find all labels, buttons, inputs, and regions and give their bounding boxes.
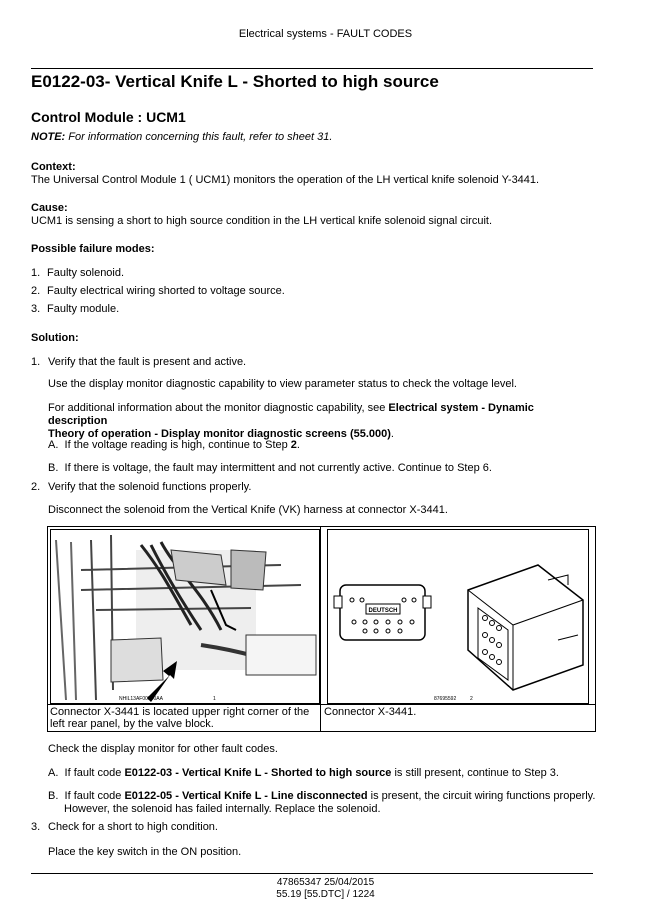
figure-1-code: NHIL13AF00380AA <box>119 696 163 702</box>
figure-table <box>47 526 596 732</box>
connector-illustration <box>328 530 588 703</box>
option-a: A. If fault code E0122-03 - Vertical Knife L - Shorted to high source is still present, continue to Step 3. <box>48 767 559 779</box>
figure-2 <box>327 529 589 704</box>
step-2-para-1: Disconnect the solenoid from the Vertical Knife (VK) harness at connector X-3441. <box>48 504 448 516</box>
cause-label: Cause: <box>31 202 68 214</box>
failure-modes-label: Possible failure modes: <box>31 243 155 255</box>
figure-2-number: 2 <box>470 696 473 702</box>
step-3-para-1: Place the key switch in the ON position. <box>48 846 242 858</box>
figure-2-code: 87695592 <box>434 696 457 702</box>
table-divider <box>48 704 595 705</box>
solution-label: Solution: <box>31 332 79 344</box>
option-b-line-2: However, the solenoid has failed internally. Replace the solenoid. <box>64 803 381 815</box>
step-1: 1. <box>31 356 41 368</box>
context-label: Context: <box>31 161 76 173</box>
step-3-text: Check for a short to high condition. <box>48 821 218 833</box>
page-title: E0122-03- Vertical Knife L - Shorted to high source <box>31 72 439 91</box>
step-3: 3. <box>31 821 41 833</box>
footer-doc-id: 47865347 25/04/2015 <box>276 877 375 888</box>
step-1-option-b: B. If there is voltage, the fault may intermittent and not currently active. Continue to Step 6. <box>48 462 492 474</box>
page-header: Electrical systems - FAULT CODES <box>238 28 413 40</box>
step-1-text: Verify that the fault is present and active. <box>48 356 247 368</box>
context-text: The Universal Control Module 1 ( UCM1) monitors the operation of the LH vertical knife solenoid Y-3441. <box>31 174 540 186</box>
figure-1 <box>50 529 320 704</box>
footer-rule <box>31 873 593 874</box>
control-module-heading: Control Module : UCM1 <box>31 109 186 125</box>
cause-text: UCM1 is sensing a short to high source condition in the LH vertical knife solenoid signal circuit. <box>31 215 493 227</box>
step-2-text: Verify that the solenoid functions properly. <box>48 481 252 493</box>
deutsch-label: DEUTSCH <box>368 608 398 614</box>
note <box>31 131 596 144</box>
figure-1-number: 1 <box>213 696 216 702</box>
step-1-para-1: Use the display monitor diagnostic capability to view parameter status to check the voltage level. <box>48 378 517 390</box>
header-rule <box>31 68 593 69</box>
machine-photo-illustration <box>51 530 319 703</box>
option-b: B. If fault code E0122-05 - Vertical Knife L - Line disconnected is present, the circuit wiring functions properly. <box>48 790 596 802</box>
list-item: 1. Faulty solenoid. <box>31 267 125 279</box>
figure-2-caption: Connector X-3441. <box>324 706 417 718</box>
list-item: 3. Faulty module. <box>31 303 120 315</box>
footer-page-ref: 55.19 [55.DTC] / 1224 <box>276 889 375 900</box>
note-label: NOTE: <box>31 131 66 143</box>
list-item: 2. Faulty electrical wiring shorted to voltage source. <box>31 285 285 297</box>
step-1-option-a: A. If the voltage reading is high, continue to Step 2. <box>48 439 300 451</box>
note-text: For information concerning this fault, refer to sheet 31. <box>68 131 333 143</box>
table-column-divider <box>320 527 321 731</box>
step-2: 2. <box>31 481 41 493</box>
figure-1-caption: Connector X-3441 is located upper right corner of the left rear panel, by the valve block. <box>50 706 310 730</box>
step-1-para-2: For additional information about the monitor diagnostic capability, see Electrical system - Dynamic description Theory of operation - Display monitor diagnostic screens (55.000). <box>48 402 534 440</box>
check-text: Check the display monitor for other fault codes. <box>48 743 278 755</box>
